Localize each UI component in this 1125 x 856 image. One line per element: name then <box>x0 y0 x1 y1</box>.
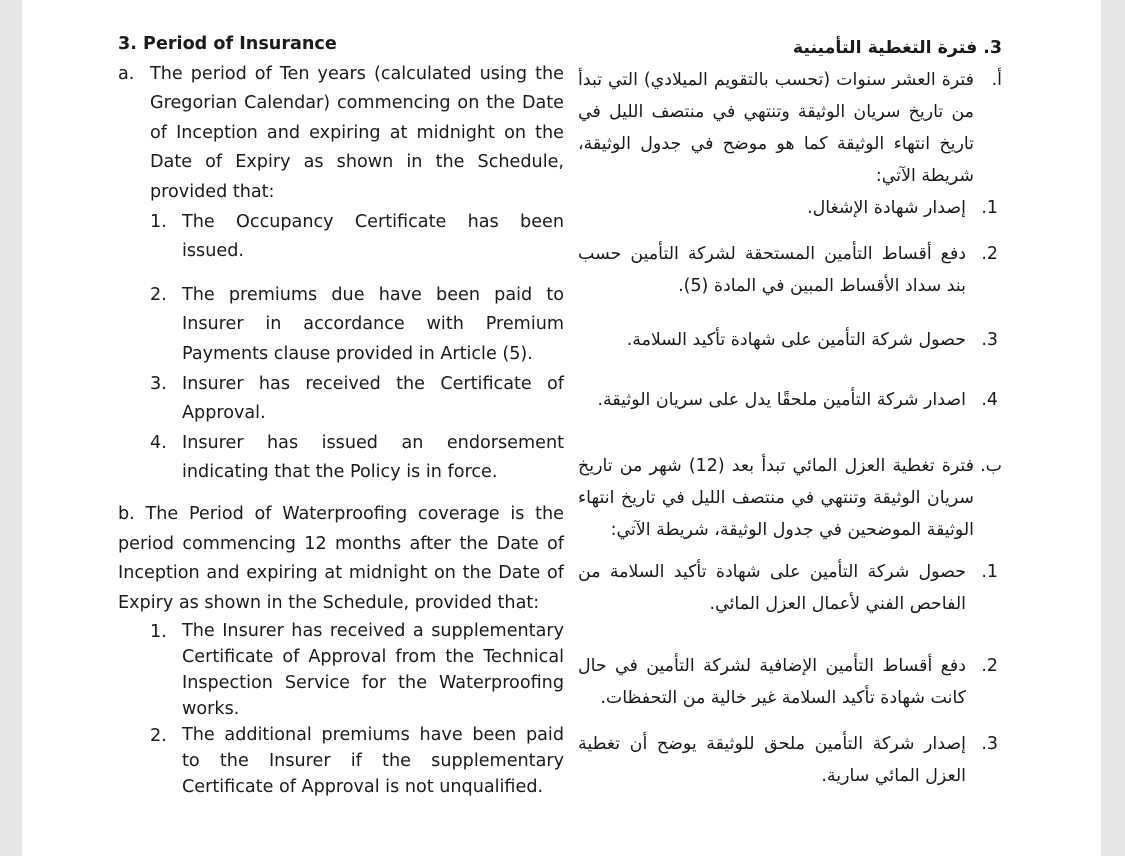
item-marker: 4. <box>981 390 998 410</box>
item-text: Insurer has issued an endorsement indicating that the Policy is in force. <box>182 432 564 483</box>
arabic-column <box>578 32 1002 792</box>
item-marker: 2. <box>150 284 167 305</box>
item-marker: 1. <box>150 622 167 643</box>
item-marker: 2. <box>981 656 998 676</box>
arabic-clause-b <box>578 450 1002 546</box>
item-text: دفع أقساط التأمين المستحقة لشركة التأمين حسب بند سداد الأقساط المبين في المادة (5). <box>578 244 966 296</box>
item-text: The Occupancy Certificate has been issued. <box>182 211 564 262</box>
clause-text: فترة العشر سنوات (تحسب بالتقويم الميلادي) التي تبدأ من تاريخ سريان الوثيقة وتنتهي في منتصف الليل في تاريخ انتهاء الوثيقة كما هو موضح في جدول الوثيقة، شريطة الآتي: <box>578 70 974 186</box>
item-marker: 2. <box>150 726 167 747</box>
list-item <box>578 556 998 620</box>
item-marker: 3. <box>981 330 998 350</box>
item-text: حصول شركة التأمين على شهادة تأكيد السلامة من الفاحص الفني لأعمال العزل المائي. <box>578 562 966 614</box>
list-item <box>578 192 998 224</box>
list-item <box>150 281 564 370</box>
clause-text: فترة تغطية العزل المائي تبدأ بعد (12) شهر من تاريخ سريان الوثيقة وتنتهي في منتصف الليل في تاريخ انتهاء الوثيقة الموضحين في جدول الوثيقة، شريطة الآتي: <box>578 456 974 540</box>
item-text: The Insurer has received a supplementary Certificate of Approval from the Technical Inspection Service for the Waterproofing works. <box>182 621 564 720</box>
arabic-clause-a <box>578 64 1002 192</box>
clause-marker: أ. <box>991 70 1002 90</box>
item-text: The additional premiums have been paid to the Insurer if the supplementary Certificate of Approval is not unqualified. <box>182 725 564 798</box>
item-marker: 2. <box>981 244 998 264</box>
item-marker: 1. <box>150 211 167 232</box>
english-section-heading: 3. Period of Insurance <box>118 34 337 54</box>
list-item <box>578 238 998 302</box>
item-text: حصول شركة التأمين على شهادة تأكيد السلامة. <box>626 330 966 350</box>
item-text: The premiums due have been paid to Insurer in accordance with Premium Payments clause provided in Article (5). <box>182 284 564 364</box>
arabic-clause-a-items <box>578 192 1002 416</box>
english-column <box>118 30 564 800</box>
clause-marker: ب. <box>980 456 1002 476</box>
english-clause-a-items <box>118 208 564 488</box>
list-item <box>150 722 564 800</box>
item-marker: 1. <box>981 562 998 582</box>
item-text: إصدار شهادة الإشغال. <box>807 198 966 218</box>
clause-marker: a. <box>118 63 135 84</box>
list-item <box>150 618 564 722</box>
item-marker: 3. <box>150 373 167 394</box>
item-text: اصدار شركة التأمين ملحقًا يدل على سريان الوثيقة. <box>597 390 966 410</box>
document-page <box>22 0 1101 856</box>
item-text: دفع أقساط التأمين الإضافية لشركة التأمين في حال كانت شهادة تأكيد السلامة غير خالية من التحفظات. <box>578 656 966 708</box>
english-clause-a <box>118 60 564 208</box>
list-item <box>578 728 998 792</box>
list-item <box>150 370 564 429</box>
arabic-clause-b-items <box>578 556 1002 792</box>
arabic-section-heading: 3. فترة التغطية التأمينية <box>792 38 1002 58</box>
item-marker: 3. <box>981 734 998 754</box>
list-item <box>150 208 564 267</box>
english-clause-b-items <box>118 618 564 800</box>
item-text: إصدار شركة التأمين ملحق للوثيقة يوضح أن تغطية العزل المائي سارية. <box>578 734 966 786</box>
english-clause-b: b. The Period of Waterproofing coverage is the period commencing 12 months after the Date of Inception and expiring at midnight on the Date of Expiry as shown in the Schedule, provided that: <box>118 503 564 613</box>
item-marker: 1. <box>981 198 998 218</box>
item-marker: 4. <box>150 432 167 453</box>
list-item <box>578 324 998 356</box>
list-item <box>578 384 998 416</box>
list-item <box>150 429 564 488</box>
list-item <box>578 650 998 714</box>
item-text: Insurer has received the Certificate of Approval. <box>182 373 564 424</box>
clause-text: The period of Ten years (calculated using the Gregorian Calendar) commencing on the Date of Inception and expiring at midnight on the Date of Expiry as shown in the Schedule, provided that: <box>150 63 564 202</box>
